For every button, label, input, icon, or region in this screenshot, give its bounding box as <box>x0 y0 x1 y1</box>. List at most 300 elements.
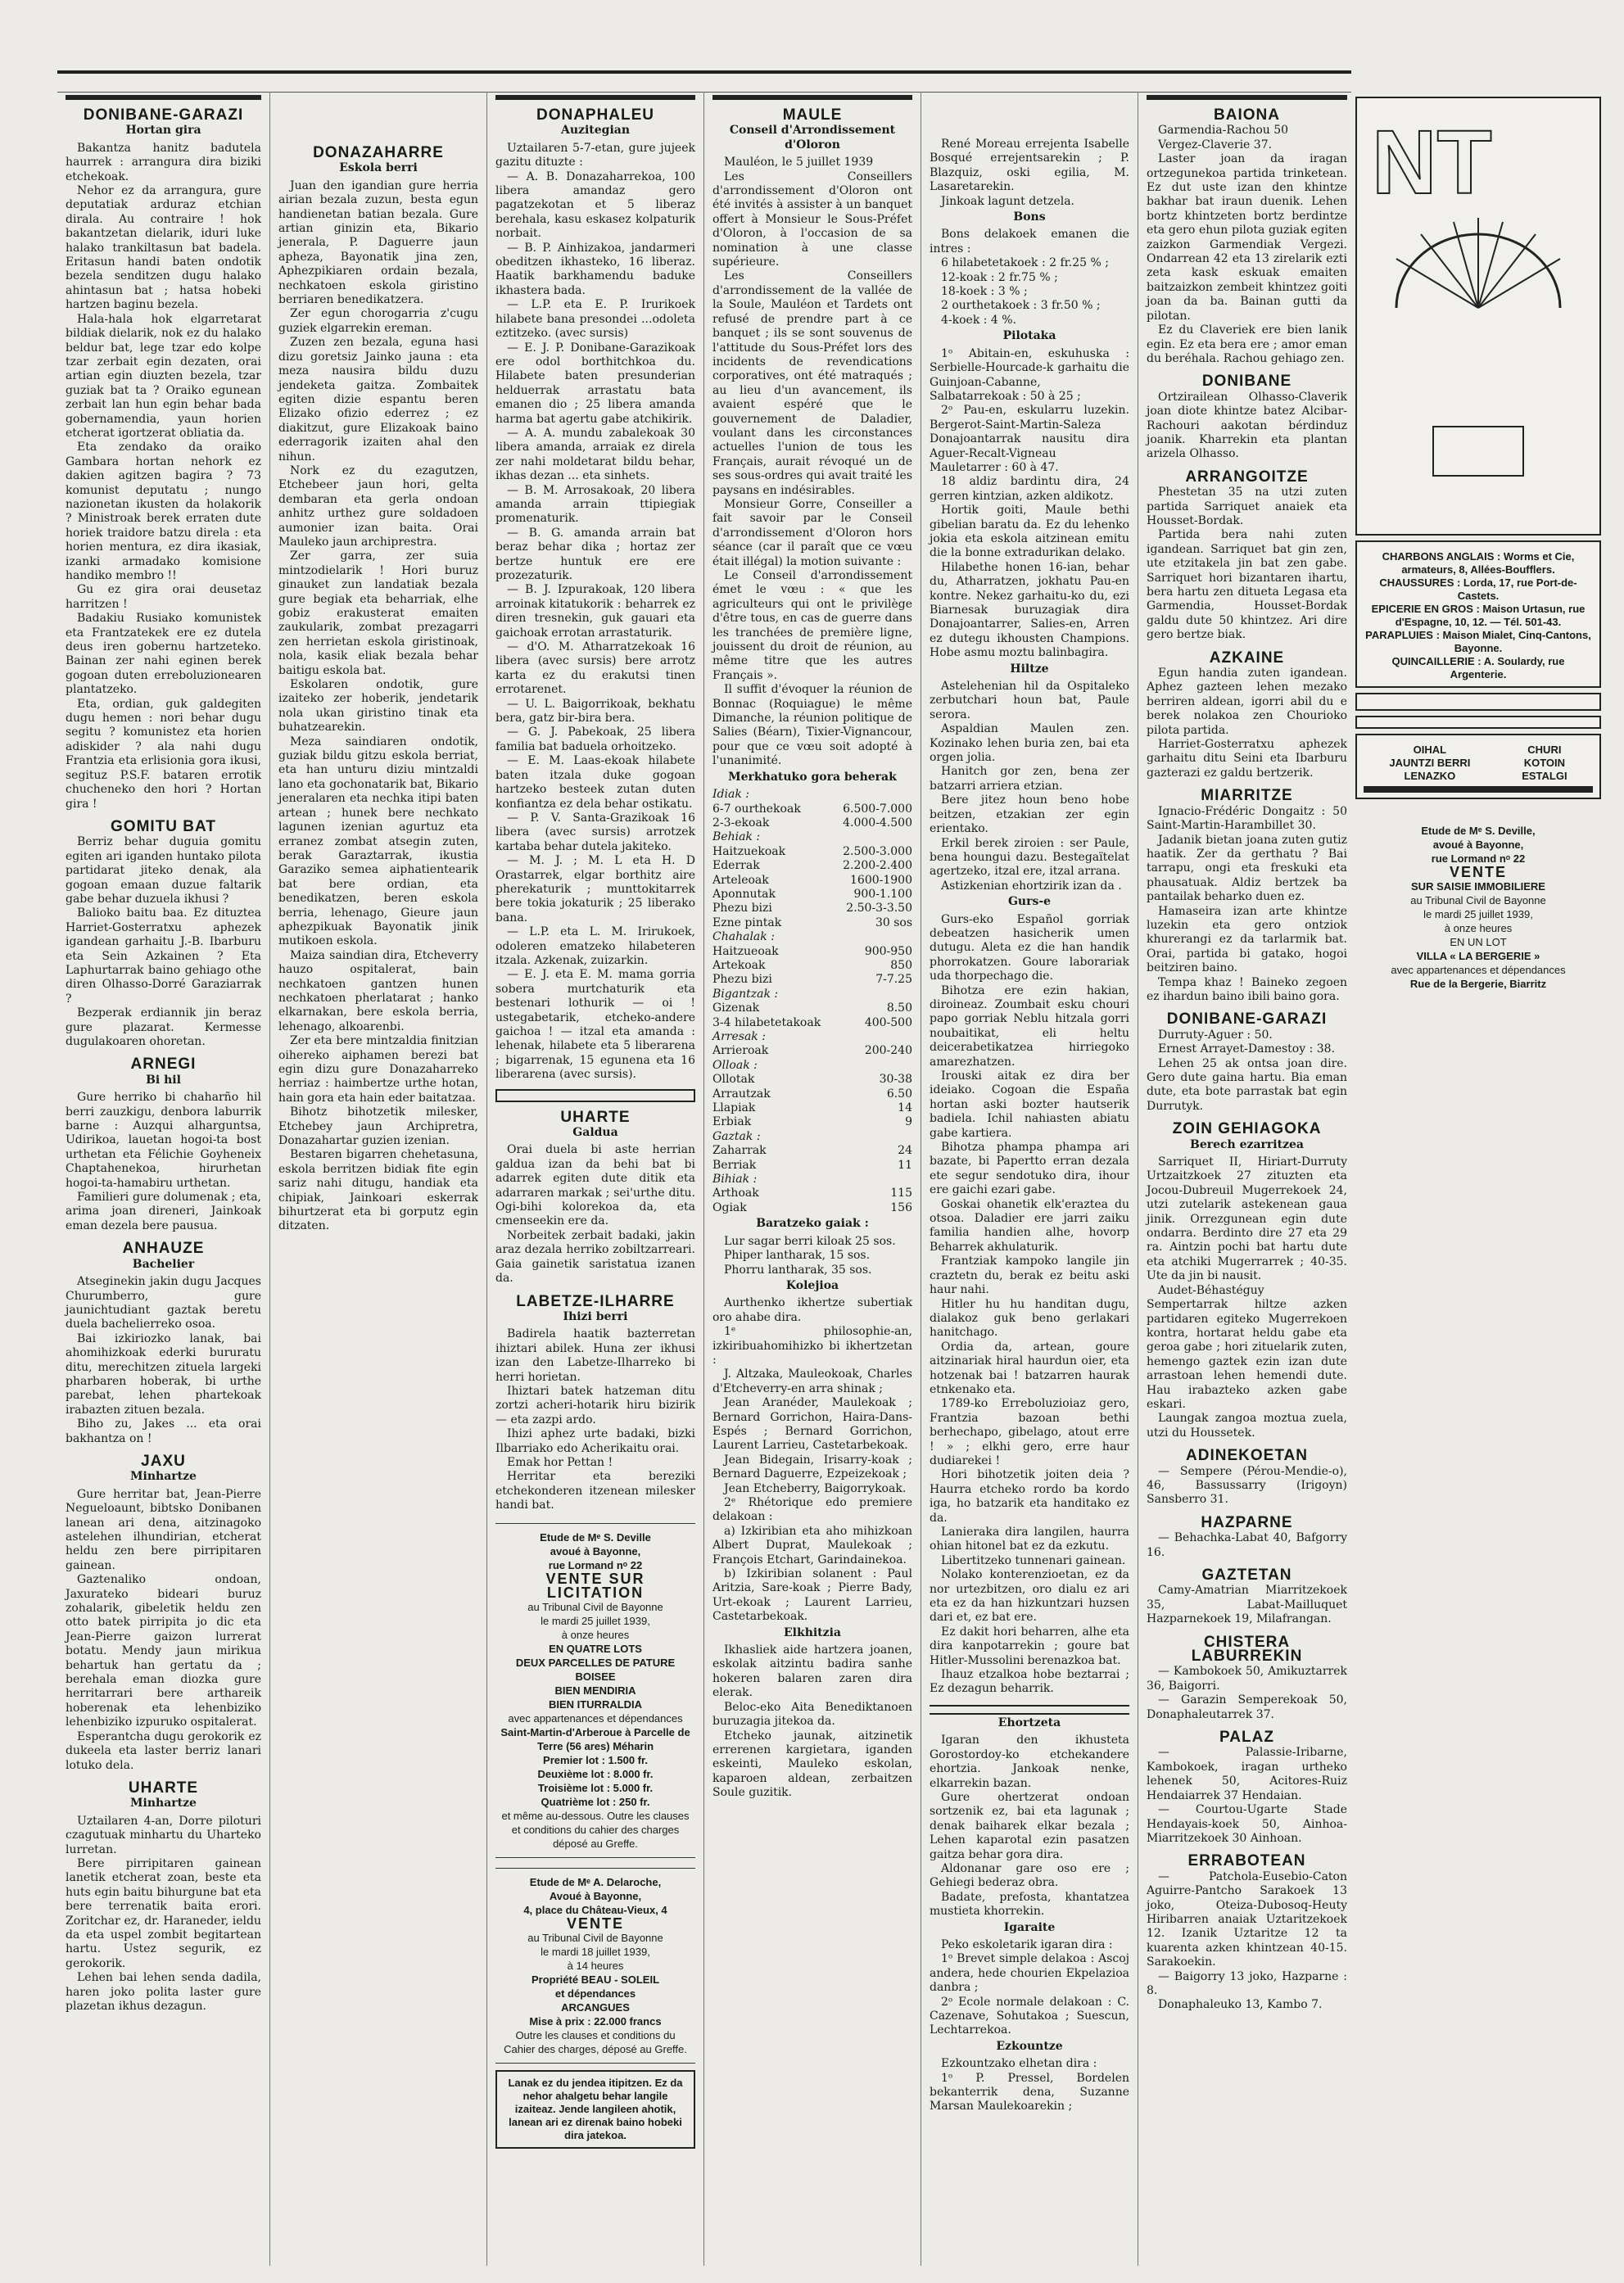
section-title: ARRANGOITZE <box>1185 468 1309 486</box>
section-title: UHARTE <box>560 1108 631 1126</box>
market-label: 3-4 hilabetetakoak <box>712 1015 821 1029</box>
legal-header: 4, place du Château-Vieux, 4 <box>523 1903 667 1916</box>
paragraph: — B. M. Arrosakoak, 20 libera amanda arrain ttipiegiak promenaturik. <box>495 483 695 526</box>
deville-licitation-notice <box>495 1523 695 1858</box>
section-title: DONAZAHARRE <box>313 144 444 161</box>
market-value: 400-500 <box>864 1015 912 1029</box>
section-title: CHISTERA LABURREKIN <box>1191 1633 1303 1666</box>
market-table <box>712 788 912 1215</box>
market-label: Phezu bizi <box>712 902 772 915</box>
paragraph: Sarriquet II, Hiriart-Durruty Urtzaitzkoek 27 zituzten eta Jocou-Dubreuil Mugerrekoek 24, utzi zutelarik astekenean gaua jinik. Orrezgunean egin dute ondarra. Berdinto dire 27 eta 29 ra. Aintzin pochi bat hartu dute eta atchiki Mugerrarrek ; 40-35. Ute da jin bi nausit. <box>1147 1155 1347 1283</box>
region-title-ziberoan <box>712 95 912 100</box>
market-value: 1600-1900 <box>850 873 912 887</box>
market-label: Gizenak <box>712 1001 760 1015</box>
paragraph: Ez dakit hori beharren, alhe eta dira kanpotarrekin ; goure bat Hitler-Mussolini berenazkoa bat. <box>930 1625 1129 1667</box>
column-ziberoan <box>704 92 921 2266</box>
paragraph: Hanitch gor zen, bena zer batzarri arriera etzian. <box>930 765 1129 793</box>
market-label: Olloak : <box>712 1058 758 1072</box>
vacances-ad <box>1355 804 1601 814</box>
maisons-list <box>1364 550 1593 681</box>
paragraph: Audet-Béhastéguy Sempertarrak hiltze azken partidaren egiteko Mugerrekoen kontra, hortarat heldu gabe eta geroa gabe ; hori zituelarik zuten, hemengo gaztek ezin izan dute arrastoan lehen hemendi dute. Hau irabazteko azken gabe eskari. <box>1147 1283 1347 1411</box>
market-label: Arthoak <box>712 1187 759 1200</box>
legal-header: avoué à Bayonne, <box>550 1544 641 1557</box>
paragraph: Jean Aranéder, Maulekoak ; Bernard Gorrichon, Haira-Dans-Espés ; Bernard Gorrichon, Laurent Larrieu, Castetarbekoak. <box>712 1396 912 1453</box>
paragraph: Phestetan 35 na utzi zuten partida Sarriquet anaiek eta Housset-Bordak. <box>1147 486 1347 527</box>
col2-sections <box>278 146 478 1234</box>
column-2 <box>270 92 487 2266</box>
paragraph: Meza saindiaren ondotik, guziak bildu gitzu eskola berriat, eta han unturu diziu mintzaldi lano eta gochonatarik bat, Bikario jeneralaren eta nechka itipi baten artean ; hunek bere nechkato lagunen izenian agurtuz eta erranez zombat atsegin zuten, berak Garaztarrak, ikustia Garaziko semea aiphatientearik bat bere ordian, eta benedikatzen, beren eskola berria, lehenago, Gieure jaun aphezpikuak Bayonatik jinik mutikoen eskola. <box>278 735 478 948</box>
legal-title: VENTE <box>1449 864 1507 880</box>
paragraph: Nolako konterenzioetan, ez da nor urtezbitzen, oro dialu ez ari eta ez da han hizkuntzari huzsen dari et, ez bat ere. <box>930 1568 1129 1625</box>
article-title: Bi hil <box>146 1073 181 1087</box>
paragraph: Astelehenian hil da Ospitaleko zerbutchari houn bat, Paule serora. <box>930 680 1129 721</box>
col4-sections2 <box>712 1279 912 1801</box>
ad-line: CHURI <box>1527 744 1562 756</box>
section-title: HAZPARNE <box>1201 1513 1293 1531</box>
col5-sections <box>930 138 1129 1697</box>
article-title: Gurs-e <box>1007 895 1052 909</box>
paragraph: — d'O. M. Atharratzekoak 16 libera (avec sursis) bere arrotz karta ez du erakutsi tinen errotarenet. <box>495 640 695 697</box>
article-title: Eskola berri <box>339 161 418 175</box>
paragraph: Ihiztari batek hatzeman ditu zortzi acheri-hotarik hiru bizirik — eta zazpi ardo. <box>495 1384 695 1426</box>
paragraph: — Garazin Semperekoak 50, Donaphaleutarrek 37. <box>1147 1693 1347 1721</box>
article-title: Bachelier <box>132 1257 195 1271</box>
legal-header: Etude de Mᵉ A. Delaroche, <box>529 1875 662 1888</box>
paragraph: Norbeitek zerbait badaki, jakin araz dezala herriko zobiltzarreari. Gaia gainetik saristatua izanen da. <box>495 1228 695 1286</box>
ad-line: EPICERIE EN GROS : Maison Urtasun, rue d'Espagne, 10, 12. — Tél. 501-43. <box>1371 603 1586 628</box>
market-value: 30-38 <box>879 1073 912 1087</box>
article-title: Hortan gira <box>125 124 201 138</box>
legal-title: VENTE SUR LICITATION <box>545 1570 645 1601</box>
market-row <box>712 930 912 944</box>
paragraph: Ernest Arrayet-Damestoy : 38. <box>1158 1042 1336 1056</box>
legal-line: à onze heures <box>561 1628 630 1641</box>
region-title-pilotaz <box>1147 95 1347 100</box>
paragraph: Bere jitez houn beno hobe beitzen, etzakian zer egin erientako. <box>930 793 1129 836</box>
article-title: Igaraite <box>1003 1920 1056 1934</box>
paragraph: — B. J. Izpurakoak, 120 libera arroinak kitatukorik : beharrek ez diren tresnekin, guk gauari eta gaichoak errotan arrastaturik. <box>495 583 695 640</box>
paragraph: Gurs-eko Español gorriak debeatzen hasicherik umen dutugu. Aleta ez die han handik phorrokatzen. Goure laborariak uda thorpechago die. <box>930 912 1129 983</box>
mondran-right <box>1522 744 1567 783</box>
paragraph: Il suffit d'évoquer la réunion de Bonnac (Roquiague) le même Dimanche, la réunion politique de Salies (Béarn), Tixier-Vignancour, pour que ce vœu soit adopté à l'unanimité. <box>712 683 912 768</box>
market-value: 6.500-7.000 <box>843 802 912 816</box>
market-value: 2.50-3-3.50 <box>846 902 912 915</box>
market-row <box>712 1073 912 1087</box>
paragraph: Etcheko jaunak, aitzinetik errerenen kargietara, iganden eskeinti, Mauleko eskolan, kaparoen aldean, zerbaitzen Soule guzitik. <box>712 1729 912 1800</box>
paragraph: Jean Bidegain, Irisarry-koak ; Bernard Daguerre, Ezpeizekoak ; <box>712 1453 912 1481</box>
paragraph: Vergez-Claverie 37. <box>1158 138 1273 151</box>
column-amikuzen <box>487 92 704 2266</box>
paragraph: Gure ohertzerat ondoan sortzenik ez, bai eta lagunak ; denak baiharek elkar bezala ; Lehen kaparotal ezin pasatzen gaitza behar gora dira. <box>930 1790 1129 1861</box>
masthead <box>57 70 1351 93</box>
article-title: Hiltze <box>1010 662 1049 676</box>
paragraph: Frantziak kampoko langile jin craztetn du, berak ez beitu aski haur nahi. <box>930 1255 1129 1297</box>
barrere-note <box>495 1089 695 1102</box>
market-row <box>712 1044 912 1058</box>
legal-line: à onze heures <box>1444 922 1513 934</box>
market-value: 156 <box>890 1200 912 1214</box>
paragraph: Garmendia-Rachou 50 <box>1158 124 1289 138</box>
column-bachenabarren <box>57 92 270 2266</box>
paragraph: Ez du Claveriek ere bien lanik egin. Ez eta bera ere ; amor eman du beréhala. Rachou gehiago zen. <box>1147 323 1347 365</box>
section-title: DONAPHALEU <box>536 106 655 124</box>
paragraph: Igaran den ikhusteta Gorostordoy-ko etchekandere ehortzia. Jankoak nenke, elkarrekin bazan. <box>930 1734 1129 1790</box>
paragraph: — G. J. Pabekoak, 25 libera familia bat baduela orhoitzeko. <box>495 726 695 753</box>
market-value: 200-240 <box>864 1044 912 1058</box>
section-title: ARNEGI <box>130 1056 197 1074</box>
market-label: Llapiak <box>712 1101 756 1115</box>
paragraph: Ikhasliek aide hartzera joanen, eskolak aitzintu badira sanhe hokeren balaren zaren dira elerak. <box>712 1643 912 1700</box>
market-label: Phezu bizi <box>712 973 772 987</box>
paragraph: J. Altzaka, Mauleokoak, Charles d'Etcheverry-en arra shinak ; <box>712 1368 912 1395</box>
tuyfer-logo <box>1364 103 1593 513</box>
paragraph: b) Izkiribian solanent : Paul Aritzia, Sare-koak ; Pierre Bady, Urt-ekoak ; Laurent Larrieu, Castetarbekoak. <box>712 1567 912 1624</box>
article-title: Minhartze <box>130 1797 197 1811</box>
paragraph: Peko eskoletarik igaran dira : <box>941 1937 1113 1951</box>
article-title: Ehortzeta <box>997 1716 1061 1729</box>
paragraph: Ihizi aphez urte badaki, bizki Ilbarriako edo Acherikaitu orai. <box>495 1427 695 1455</box>
paragraph: Les Conseillers d'arrondissement d'Oloron ont été invités à assister à un banquet offert à Monsieur le Sous-Préfet d'Oloron, à l'occasion de sa nomination à une classe supérieure. <box>712 170 912 269</box>
market-row <box>712 1187 912 1200</box>
article-title: Bons <box>1013 210 1046 224</box>
paragraph: Hortik goiti, Maule bethi gibelian baratu da. Ez du lehenko jokia eta eskola aitzinean emitu die la bonne extradurikan delako. <box>930 504 1129 560</box>
legal-line: le mardi 25 juillet 1939, <box>1423 908 1533 920</box>
legal-place: Saint-Martin-d'Arberoue à Parcelle de Terre (56 ares) Méharin <box>500 1725 690 1752</box>
market-value: 30 sos <box>875 915 912 929</box>
market-after <box>712 1217 912 1277</box>
paragraph: Aldonanar gare oso ere ; Gehiegi bederaz obra. <box>930 1861 1129 1890</box>
paragraph: Mauléon, le 5 juillet 1939 <box>724 156 874 170</box>
legal-item: Propriété BEAU - SOLEIL <box>531 1973 660 1986</box>
deville-ad-1 <box>1355 819 1601 996</box>
market-label: 6-7 ourthekoak <box>712 802 801 816</box>
market-value: 4.000-4.500 <box>843 816 912 830</box>
market-value: 115 <box>890 1187 912 1200</box>
paragraph: Gaztenaliko ondoan, Jaxurateko bideari buruz zohalarik, gibeletik heldu zen otto batek pirripita jo dic eta Jean-Pierre gaizon lurrerat botatu. Mendy jaun mirikua behartuk han gertatu da ; berehala eman diozka gure herritarrari bere arthareik hoberenak eta lehenbiziko lehenbiziko izpuruko ospitalerat. <box>66 1573 261 1729</box>
legal-item: et dépendances <box>554 1987 636 2000</box>
market-row <box>712 959 912 973</box>
paragraph: Badate, prefosta, khantatzea mustieta khorrekin. <box>930 1890 1129 1919</box>
hitz-on-bat-ad <box>1355 693 1601 711</box>
market-value: 11 <box>898 1158 912 1172</box>
section-title: AZKAINE <box>1209 649 1285 667</box>
section-title: MIARRITZE <box>1201 787 1293 805</box>
legal-title2: SUR SAISIE IMMOBILIERE <box>1411 880 1545 893</box>
paragraph: Laster joan da iragan ortzegunekoa partida trinketean. Ez dut uste izan den khintze bakhar bat iraun duenik. Lehen bortz khintzeten bortz berdintze eta gero ehun pilota guziak egiten zaizkon Garmendiak Vergezi. Ondarrean 42 eta 13 zirelarik ezti zeta kask eskuak emaiten baitzaizkon zembeit khintzez goiti joan da ba. Bainan gutti da pilotan. <box>1147 152 1347 323</box>
paragraph: Hilabethe honen 16-ian, behar du, Atharratzen, jokhatu Pau-en kontre. Nekez garhaitu-ko du, ezi Biarnesak buruzagiak dira Donajoantarrer, Salies-en, Arren ez dutegu ikhousten Champions. Hobe asmu moztu balinbagira. <box>930 560 1129 660</box>
tuyfer-ad <box>1355 97 1601 536</box>
paragraph: Bihotza phampa phampa ari bazate, bi Papertto erran dezala ete segur sendotuko dira, ihour ere gaichi ezari gabe. <box>930 1141 1129 1197</box>
market-row <box>712 1130 912 1144</box>
paragraph: — L.P. eta L. M. Irirukoek, odoleren ematzeko hilabeteren itzala. Azkenak, zuizarkin. <box>495 925 695 967</box>
paragraph: Zer egun chorogarria z'cugu guziek elgarrekin ereman. <box>278 307 478 335</box>
text-line: Phorru lantharak, 35 sos. <box>724 1263 872 1277</box>
market-value: 900-950 <box>864 944 912 958</box>
market-label: Arresak : <box>712 1030 766 1043</box>
paragraph: Emak hor Pettan ! <box>507 1455 613 1469</box>
paragraph: Badakiu Rusiako komunistek eta Frantzatekek ere ez dutela deus iren gobernu hartzeteko. Bainan zer nahi eginen berek gogoan duten erreboluzionearen plantatzeko. <box>66 612 261 697</box>
paragraph: Berriz behar duguia gomitu egiten ari iganden huntako pilota partidarat jiteko denak, ala gogoan emaan duzue faltarik gabe behar duzuela ikhusi ? <box>66 835 261 906</box>
paragraph: Monsieur Gorre, Conseiller a fait savoir par le Conseil d'arrondissement d'Oloron hors séance (car il paraît que ce vœu était illégal) la motion suivante : <box>712 497 912 568</box>
legal-item: VILLA « LA BERGERIE » <box>1416 950 1540 962</box>
legal-line: à 14 heures <box>567 1959 624 1972</box>
paragraph: Bihotza ere ezin hakian, diroineaz. Zoumbait esku chouri papo gorriak Neblu hitzala gorri noubaitikat, eli heltu deicerabetikatzea hirriegoko amarezhatzen. <box>930 983 1129 1069</box>
market-label: Haitzueoak <box>712 944 779 958</box>
paragraph: Bai izkiriozko lanak, bai ahomihizkoak ederki bururatu ditu, merechitzen zituela largeki pharbaren hoberak, bi urthe parebat, lehen phartekoak irabazten zituen bezala. <box>66 1331 261 1417</box>
ad-line: CHAUSSURES : Lorda, 17, rue Port-de-Castets. <box>1379 576 1577 602</box>
market-row <box>712 1087 912 1101</box>
legal-header: rue Lormand nᵒ 22 <box>1431 852 1526 865</box>
paragraph: Beloc-eko Aita Benediktanoen buruzagia jitekoa da. <box>712 1700 912 1729</box>
market-value: 900-1.100 <box>853 887 912 901</box>
paragraph: Hala-hala hok elgarretarat bildiak dielarik, nok ez du halako beldur bat, lege tzar edo kolpe tzar zerbait egin dezaten, orai artian egin diuzten bezela, tzar guziak bat ta ? Oraiko egunean zerbait lan hun egin behar bada gobernamendia, yaun horien etcherat igortzerat obliatia da. <box>66 312 261 440</box>
paragraph: — A. B. Donazaharrekoa, 100 libera amandaz gero pagatzekotan et 5 liberaz berehala, kasu eskasez kolpaturik norbait. <box>495 170 695 241</box>
legal-price: Troisième lot : 5.000 fr. <box>537 1781 654 1794</box>
paragraph: Laungak zangoa moztua zuela, utzi du Houssetek. <box>1147 1412 1347 1440</box>
market-row <box>712 1201 912 1215</box>
market-label: Bihiak : <box>712 1173 758 1187</box>
paragraph: Eta zendako da oraiko Gambara hortan nehork ez dakien agitzen bagira ? 73 komunist deputatu ; nungo nazionetan ikusten da holakorik ? Ministroak berek erraten dute horiek traidore batzu direla : eta horien mentura, ez dira ikasiak, izanki armadako komisione handiko membro !! <box>66 441 261 582</box>
market-label: Gaztak : <box>712 1129 761 1143</box>
paragraph: — Behachka-Labat 40, Bafgorry 16. <box>1147 1531 1347 1559</box>
market-value: 7-7.25 <box>875 973 912 987</box>
paragraph: — Patchola-Eusebio-Caton Aguirre-Pantcho Sarakoek 13 joko, Oteiza-Dubosoq-Heuty Hiribarren anaiak Uztaritzekoek 12. Izanik Uztaritze 12 ta kuarenta azken khintzean 40-15. Sarakoekin. <box>1147 1869 1347 1969</box>
legal-header: Etude de Mᵉ S. Deville <box>540 1530 651 1544</box>
paragraph: Irouski aitak ez dira ber ideiako. Cogoan die España hortan aski bozter hautserik badiela. Ichil nahiasten abiatu gabe kartiera. <box>930 1069 1129 1140</box>
paragraph: Ezkountzako elhetan dira : <box>941 2057 1097 2071</box>
market-row <box>712 916 912 930</box>
paragraph: 1ᵒ P. Pressel, Bordelen bekanterrik dena, Suzanne Marsan Maulekoarekin ; <box>930 2071 1129 2113</box>
market-row <box>712 816 912 830</box>
paragraph: Zer eta bere mintzaldia finitzian oihereko aiphamen berezi bat egin dizu gure Donazaharreko herriaz : haimbertze urthe hotan, hain gora eta hain eder baitatzaa. <box>278 1034 478 1105</box>
mondran-note <box>1364 786 1593 793</box>
paragraph: — Palassie-Iribarne, Kambokoek, iragan urtheko lehenek 50, Acitores-Ruiz Hendaiarrek 37 Hendaian. <box>1147 1746 1347 1802</box>
paragraph: Aspaldian Maulen zen. Kozinako lehen buria zen, bai eta orgen jolia. <box>930 722 1129 765</box>
legal-item: BIEN ITURRALDIA <box>548 1698 643 1711</box>
paragraph: Herritar eta bereziki etchekonderen itzenean milesker handi bat. <box>495 1470 695 1512</box>
paragraph: 1ᵉ philosophie-an, izkiribuahomihizko bi ikhertzetan : <box>712 1325 912 1367</box>
legal-footer: et même au-dessous. Outre les clauses et conditions du cahier des charges déposé au Greffe. <box>501 1809 690 1850</box>
delaroche-vente-notice <box>495 1868 695 2064</box>
paragraph: Biho zu, Jakes ... eta orai bakhantza on ! <box>66 1417 261 1445</box>
market-value: 8.50 <box>886 1001 912 1015</box>
paragraph: 1ᵒ Brevet simple delakoa : Ascoj andera, hede chourien Ekpelazioa danbra ; <box>930 1952 1129 1995</box>
paragraph: Jean Etcheberry, Baigorrykoak. <box>724 1481 907 1495</box>
paragraph: 18-koek : 3 % ; <box>941 285 1028 299</box>
section-title: DONIBANE-GARAZI <box>83 106 244 124</box>
article-title: Berech ezarritzea <box>1190 1137 1304 1151</box>
market-label: Erbiak <box>712 1115 752 1129</box>
market-label: Haitzuekoak <box>712 844 786 858</box>
paragraph: Orai duela bi aste herrian galdua izan da behi bat bi adarrek egiten dute ditik eta adarraren markak ; sei'urthe ditu. Ogi-bihi kolorekoa da, eta cmenseekin ere da. <box>495 1143 695 1228</box>
legal-line: avec appartenances et dépendances <box>1391 964 1566 976</box>
article-title: Ihizi berri <box>563 1309 628 1323</box>
market-label: Bigantzak : <box>712 987 779 1001</box>
legal-line: avec appartenances et dépendances <box>508 1711 683 1725</box>
section-title: BAIONA <box>1214 106 1280 124</box>
market-value: 9 <box>905 1115 912 1129</box>
market-value: 6.50 <box>886 1087 912 1101</box>
paragraph: 2ᵒ Pau-en, eskularru luzekin. Bergerot-Saint-Martin-Saleza Donajoantarrak nausitu dira Aguer-Recalt-Vigneau Mauletarrer : 60 à 47. <box>930 404 1129 474</box>
market-row <box>712 874 912 888</box>
paragraph: Camy-Amatrian Miarritzekoek 35, Labat-Mailluquet Hazparnekoek 19, Milafrangan. <box>1147 1584 1347 1626</box>
paragraph: Partida bera nahi zuten igandean. Sarriquet bat gin zen, ute etzitakela jin bat zen gabe. Sarriquet hori bizantaren ihartu, bera hartu zen ditueta Legasa eta Garmendia, Housset-Bordak galdu dute 50 khintzez. Ari dire gero bertze biak. <box>1147 528 1347 642</box>
ad-line: LENAZKO <box>1404 770 1456 782</box>
porcelaines-ad <box>1355 716 1601 729</box>
legal-item: ARCANGUES <box>561 2000 630 2014</box>
paragraph: Maiza saindian dira, Etcheverry hauzo ospitalerat, bain nechkatoen gantzen hunen nechkatoen pherlatarat ; hanko elkarnakan, bere eskola berria, lehenago, alkoarenbi. <box>278 948 478 1033</box>
paragraph: — B. P. Ainhizakoa, jandarmeri obeditzen ikhasteko, 16 liberaz. Haatik barkhamendu baduke ikhastera bada. <box>495 241 695 297</box>
section-title: JAXU <box>141 1452 186 1470</box>
ad-line: JAUNTZI BERRI <box>1389 757 1471 769</box>
col5-sections2 <box>930 1716 1129 2114</box>
market-row <box>712 1101 912 1115</box>
market-label: Ederrak <box>712 859 760 873</box>
legal-line: le mardi 18 juillet 1939, <box>541 1945 650 1958</box>
market-row <box>712 830 912 844</box>
deville-ad-2 <box>1355 1001 1601 1010</box>
mondran-left <box>1389 744 1470 783</box>
paragraph: Aurthenko ikhertze subertiak oro ahabe dira. <box>712 1296 912 1324</box>
text-line: Baratzeko gaiak : <box>756 1217 869 1231</box>
market-row <box>712 988 912 1001</box>
paragraph: Jinkoak lagunt detzela. <box>941 194 1075 208</box>
paragraph: Erkil berek ziroien : ser Paule, bena houngui dazu. Bestegaïtelat agertzeko, itzal ere, itzal arrana. <box>930 836 1129 879</box>
article-title: Galdua <box>572 1126 618 1140</box>
section-title: GAZTETAN <box>1201 1566 1292 1584</box>
market-label: 2-3-ekoak <box>712 816 770 830</box>
legal-place: Rue de la Bergerie, Biarritz <box>1409 978 1547 990</box>
paragraph: Tempa khaz ! Baineko zegoen ez ihardun baino ibili baino gora. <box>1147 975 1347 1003</box>
paragraph: Bere pirripitaren gainean lanetik etcherat zoan, beste eta huts egin baitu bihurgune bat eta bere terrenatik baita erori. Zoritchar ez, dr. Haraneder, ieldu da eta uspel zombit begitartean hartu. Ustez segurik, ez gerokorik. <box>66 1856 261 1970</box>
paragraph: 12-koak : 2 fr.75 % ; <box>941 270 1058 284</box>
ad-line: QUINCAILLERIE : A. Soulardy, rue Argenterie. <box>1391 655 1565 680</box>
market-row <box>712 1159 912 1173</box>
paragraph: a) Izkiribian eta aho mihizkoan Albert Duprat, Maulekoak ; François Etchart, Garindainekoa. <box>712 1524 912 1566</box>
paragraph: — E. M. Laas-ekoak hilabete baten itzala duke gogoan hartzeko besteek zutan duten konfiantza ez dela behar ostikatu. <box>495 754 695 811</box>
region-title <box>66 95 261 100</box>
market-label: Arrautzak <box>712 1087 771 1101</box>
legal-price: Mise à prix : 22.000 francs <box>529 2014 662 2028</box>
ad-line: OIHAL <box>1413 744 1447 756</box>
column-5 <box>921 92 1138 2266</box>
paragraph: Bestaren bigarren chehetasuna, eskola berritzen bidiak fite egin sariz nahi ditugu, handiak eta chipiak, Jainkoari eskerrak bihurtzerat eta bi gorputz egin ditzaten. <box>278 1148 478 1233</box>
market-row <box>712 1030 912 1044</box>
section-title: PALAZ <box>1219 1729 1274 1747</box>
paragraph: — U. L. Baigorrikoak, bekhatu bera, gatz bir-bira bera. <box>495 697 695 726</box>
paragraph: Egun handia zuten igandean. Aphez gazteen lehen mezako berriren aldean, igorri abil du e berek nolakoa zen Chourioko pilota partida. <box>1147 667 1347 737</box>
paragraph: 18 aldiz bardintu dira, 24 gerren kintzian, azken aldikotz. <box>930 475 1129 503</box>
article-title: Ezkountze <box>996 2039 1063 2053</box>
article-title: Pilotaka <box>1002 329 1056 343</box>
section-title: ADINEKOETAN <box>1186 1447 1308 1465</box>
paragraph: 6 hilabetetakoek : 2 fr.25 % ; <box>941 256 1109 270</box>
paragraph: — A. A. mundu zabalekoak 30 libera amanda, arraiak ez direla zer nahi moldetarat bildu behar, ikhas dezan ... eta sinhets. <box>495 426 695 483</box>
paragraph: Goskai ohanetik elk'eraztea du otsoa. Daladier ere jarri zaiku familia handien alhe, hovorp Beharrek akhulaturik. <box>930 1197 1129 1254</box>
section-title: ERRABOTEAN <box>1187 1852 1306 1870</box>
market-label: Arteleoak <box>712 873 769 887</box>
legal-line: le mardi 25 juillet 1939, <box>541 1614 650 1627</box>
paragraph: Harriet-Gosterratxu aphezek garhaitu ditu Seini eta Ibarburu gazterazi ez galdu bertzerik. <box>1147 738 1347 780</box>
col3-sections2 <box>495 1110 695 1513</box>
paragraph: — P. V. Santa-Grazikoak 16 libera (avec sursis) arrotzek kartaba behar dutela jakiteko. <box>495 811 695 853</box>
paragraph: Libertitzeko tunnenari gainean. <box>941 1553 1126 1567</box>
paragraph: 2ᵒ Ecole normale delakoan : C. Cazenave, Sohutakoa ; Suescun, Lechtarrekoa. <box>930 1995 1129 2037</box>
paragraph: Familieri gure dolumenak ; eta, arima joan direneri, Jainkoak eman dezela bere pausua. <box>66 1191 261 1232</box>
market-label: Ogiak <box>712 1200 747 1214</box>
section-title: ZOIN GEHIAGOKA <box>1172 1120 1322 1138</box>
column-pilotaz <box>1138 92 1355 2266</box>
paragraph: Ignacio-Frédéric Dongaitz : 50 Saint-Martin-Harambillet 30. <box>1147 804 1347 833</box>
paragraph: Nork ez du ezagutzen, Etchebeer jaun hori, gelta dembaran eta gerla ondoan anhitz urthez gure soldadoen aumonier izan baita. Orai Mauleko jaun archiprestra. <box>278 463 478 549</box>
region-title-eskioula <box>930 1705 1129 1715</box>
market-label: Behiak : <box>712 830 761 844</box>
paragraph: — Kambokoek 50, Amikuztarrek 36, Baigorri. <box>1147 1665 1347 1693</box>
paragraph: Balioko baitu baa. Ez dituztea Harriet-Gosterratxu aphezek igandean garhaitu J.-B. Ibarburu eta Sein Azkainen ? Eta Laphurtarrak baino gehiago othe diren Olhasso-Dorré Garaziarrak ? <box>66 906 261 1006</box>
paragraph: Nehor ez da arrangura, gure deputatiak arduraz etchian dirala. Au contraire ! hok bakantzetan dielarik, iduri luke halako trankiltasun bat badela. Eritasun handi baten ondotik bezela senditzen dugu halako ahintasun bat ; hatsa hobeki hartzen baginu bezela. <box>66 184 261 312</box>
paragraph: Durruty-Aguer : 50. <box>1158 1028 1273 1042</box>
paragraph: Ihauz etzalkoa hobe beztarrai ; Ez dezagun beharrik. <box>930 1668 1129 1696</box>
paragraph: 2ᵉ Rhétorique edo premiere delakoan : <box>712 1496 912 1524</box>
ad-line: CHARBONS ANGLAIS : Worms et Cie, armateurs, 8, Allées-Boufflers. <box>1382 550 1575 576</box>
region-title-amikuzen <box>495 95 695 100</box>
paragraph: Eta, ordian, guk galdegiten dugu hemen : nori behar dugu segitu ? komunistez eta horien adiskider ? ala nahi dugu Frantzia eta erlisionia gora ikusi, segituz P.S.F. bataren errotik chucheneko den hori ? Hortan gira ! <box>66 697 261 811</box>
ad-line: ESTALGI <box>1522 770 1567 782</box>
article-title: Merkhatuko gora beherak <box>728 770 897 784</box>
market-label: Berriak <box>712 1158 757 1172</box>
legal-header: Etude de Mᵉ S. Deville, <box>1421 825 1536 837</box>
article-title: Elkhitzia <box>784 1625 841 1639</box>
legal-header: rue Lormand nᵒ 22 <box>548 1558 643 1571</box>
sun-rays-icon <box>1396 218 1560 308</box>
legal-line: au Tribunal Civil de Bayonne <box>527 1600 663 1613</box>
market-label: Ezne pintak <box>712 915 782 929</box>
paragraph: Uztailaren 5-7-etan, gure jujeek gazitu dituzte : <box>495 141 695 170</box>
paragraph: Bons delakoek emanen die intres : <box>930 228 1129 255</box>
paragraph: Hamaseira izan arte khintze luzekin eta gero ontziok khurerangi ez da tarlarmik bat. Orai, partida bi gatako, hogoi beitziren baino. <box>1147 904 1347 975</box>
col1-sections <box>66 108 261 2014</box>
paragraph: Gure herritar bat, Jean-Pierre Negueloaunt, bibtsko Donibanen lanean ari dena, aitzinagoko astelehen ilhundirian, etcherat heldu zen bere pirripitaren gainean. <box>66 1487 261 1572</box>
paragraph: Esperantcha dugu gerokorik ez dukeela eta laster berriz lanari lotuko dela. <box>66 1729 261 1772</box>
paragraph: Les Conseillers d'arrondissement de la vallée de la Soule, Mauléon et Tardets ont refusé de prendre part à ce banquet ; ils se sont souvenus de l'attitude du Sous-Préfet lors des incidents de revendications corporatives, ont été matraqués ; au lieu d'un avancement, ils avaient espéré que le gouvernement de Daladier, voulant dans les circonstances actuelles l'union de tous les Français, aurait révoqué un de ses sous-ordres qui avait traité les paysans en indésirables. <box>712 269 912 497</box>
text-line: Lur sagar berri kiloak 25 sos. <box>724 1234 896 1248</box>
market-row <box>712 945 912 959</box>
market-row <box>712 902 912 915</box>
legal-header: avoué à Bayonne, <box>1432 839 1524 851</box>
paragraph: Badirela haatik bazterretan ihiztari abilek. Huna zer ikhusi izan den Labetze-Ilharreko bi herri horietan. <box>495 1327 695 1384</box>
paragraph: — E. J. eta E. M. mama gorria sobera murtchaturik eta bestenari lothurik — oi ! ustegabetarik, etcheko-andere gaichoa ! — itzal eta amanda : lehenak, hilabete eta 5 liberarena ; bigarrenak, 15 egunena eta 16 liberarena (avec sursis). <box>495 968 695 1082</box>
logo-nt-letters: NT <box>1372 112 1492 213</box>
paragraph: — Sempere (Pérou-Mendie-o), 46, Bassussarry (Irigoyn) Sansberro 31. <box>1147 1464 1347 1507</box>
col4-sections <box>712 108 912 784</box>
section-title: GOMITU BAT <box>111 817 216 835</box>
col6-sections <box>1147 108 1347 2013</box>
market-label: Aponnutak <box>712 887 776 901</box>
paragraph: Jadanik bietan joana zuten gutiz haatik. Zer da gerthatu ? Bai tarrapu, ongi eta freskuki eta phausatuak. Aldiz bertzek ba pantailak beharko duen ez. <box>1147 833 1347 904</box>
market-row <box>712 973 912 987</box>
legal-line: au Tribunal Civil de Bayonne <box>1410 894 1546 906</box>
article-title: Minhartze <box>130 1470 197 1484</box>
legal-price: Premier lot : 1.500 fr. <box>543 1753 648 1766</box>
ads-column <box>1355 92 1601 2266</box>
market-value: 850 <box>890 958 912 972</box>
paragraph: René Moreau errejenta Isabelle Bosqué errejentsarekin ; P. Blazquiz, oski egilia, M. Lasaretarekin. <box>930 138 1129 194</box>
section-title: ANHAUZE <box>122 1240 205 1258</box>
market-label: Ollotak <box>712 1073 755 1087</box>
paragraph: Lehen 25 ak ontsa joan dire. Gero dute gaina hartu. Bia eman dute, eta bote parrastak bat egin Durrutyk. <box>1147 1056 1347 1113</box>
market-row <box>712 1144 912 1158</box>
section-title: DONIBANE-GARAZI <box>1166 1010 1328 1028</box>
